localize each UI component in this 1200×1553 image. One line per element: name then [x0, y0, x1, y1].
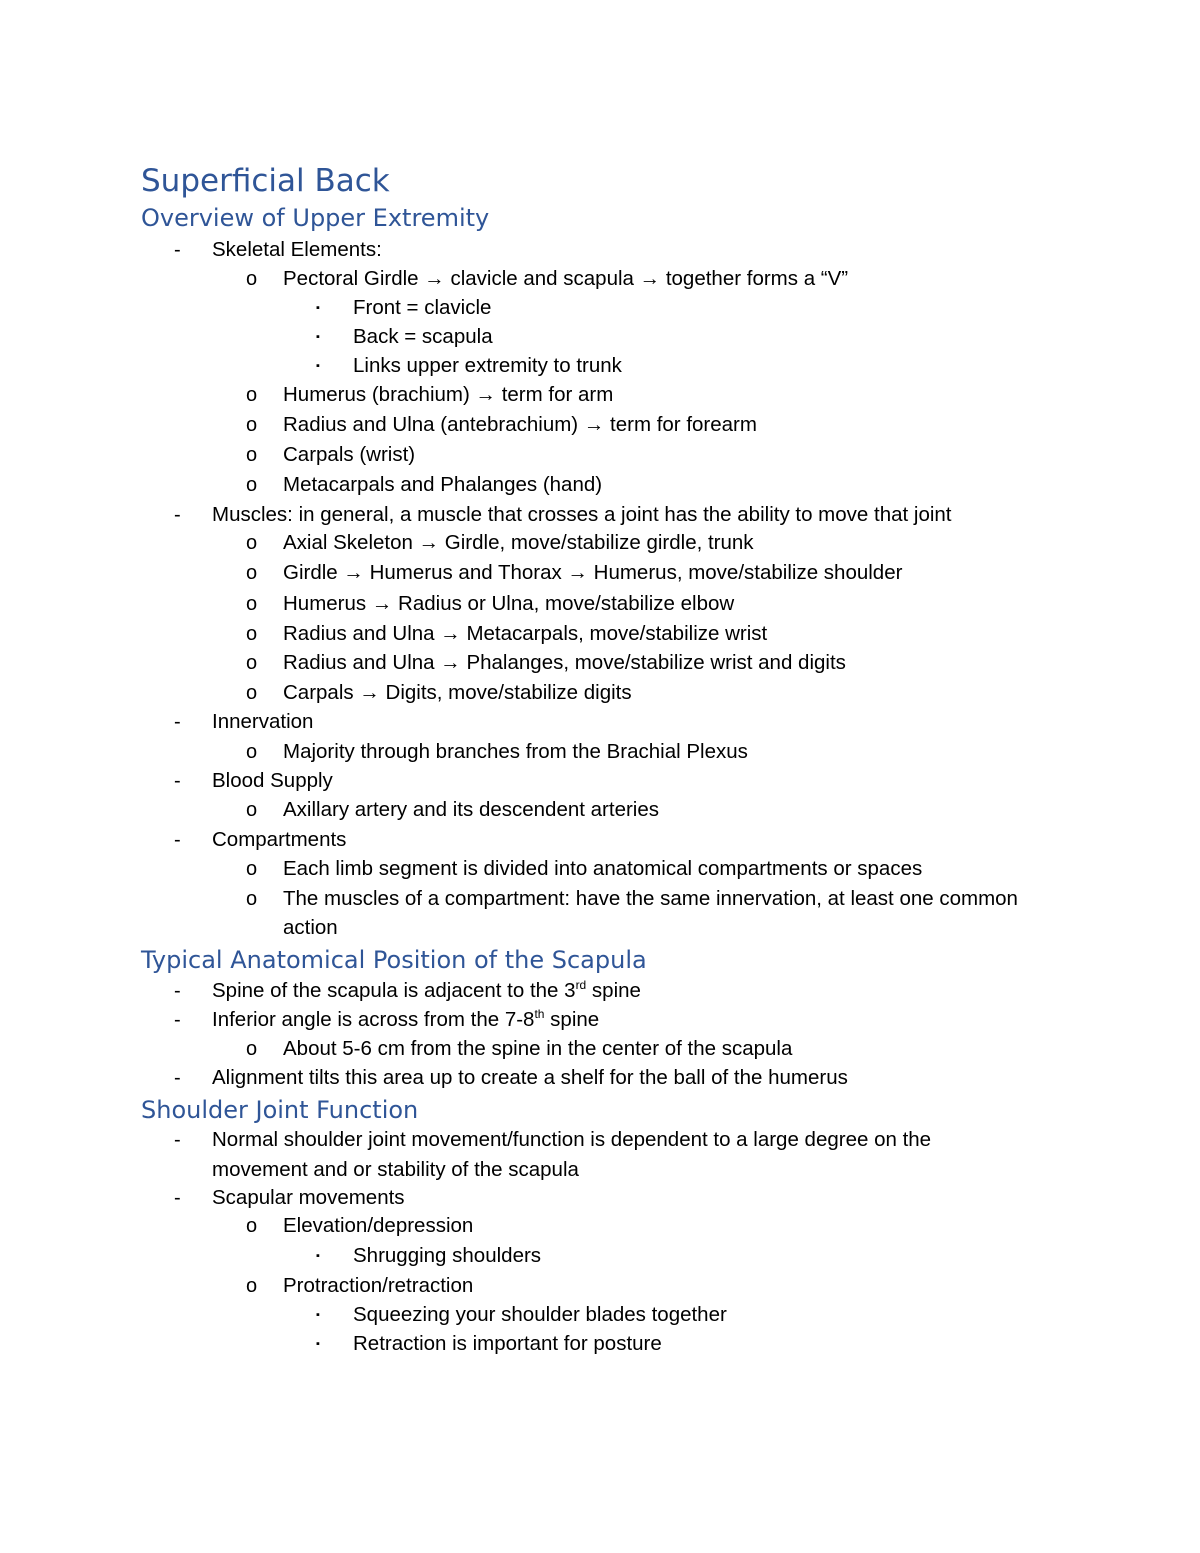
bullet-marker: -	[174, 1009, 181, 1031]
bullet-marker: o	[246, 268, 258, 290]
bullet-marker: -	[174, 711, 181, 733]
list-item-text: Carpals (wrist)	[283, 443, 416, 466]
bullet-marker: o	[246, 384, 258, 406]
list-item-text: Metacarpals and Phalanges (hand)	[283, 473, 603, 496]
list-item-text: Humerus (brachium) → term for arm	[283, 383, 614, 406]
bullet-marker: o	[246, 799, 258, 821]
list-item-text: Skeletal Elements:	[212, 238, 382, 261]
bullet-marker: o	[246, 888, 258, 910]
list-item-text: Squeezing your shoulder blades together	[353, 1303, 727, 1326]
bullet-marker: -	[174, 1067, 181, 1089]
bullet-marker: -	[174, 239, 181, 261]
list-item-text: Scapular movements	[212, 1186, 405, 1209]
list-item-text: About 5-6 cm from the spine in the center of the scapula	[283, 1037, 793, 1060]
bullet-marker: -	[174, 770, 181, 792]
list-item-text: Majority through branches from the Brachial Plexus	[283, 740, 748, 763]
bullet-marker: ▪	[316, 1250, 320, 1262]
bullet-marker: o	[246, 1215, 258, 1237]
section-heading: Shoulder Joint Function	[141, 1096, 419, 1124]
bullet-marker: ▪	[316, 302, 320, 314]
bullet-marker: ▪	[316, 1338, 320, 1350]
bullet-marker: o	[246, 1275, 258, 1297]
list-item-text: Shrugging shoulders	[353, 1244, 542, 1267]
bullet-marker: o	[246, 652, 258, 674]
bullet-marker: -	[174, 1187, 181, 1209]
list-item-text: Protraction/retraction	[283, 1274, 474, 1297]
list-item-text: Humerus → Radius or Ulna, move/stabilize elbow	[283, 592, 735, 615]
bullet-marker: o	[246, 532, 258, 554]
list-item-text: Blood Supply	[212, 769, 333, 792]
list-item-text: Links upper extremity to trunk	[353, 354, 622, 377]
bullet-marker: o	[246, 858, 258, 880]
bullet-marker: o	[246, 593, 258, 615]
list-item-text: Axial Skeleton → Girdle, move/stabilize girdle, trunk	[283, 531, 754, 554]
bullet-marker: o	[246, 682, 258, 704]
list-item-text: Radius and Ulna → Phalanges, move/stabilize wrist and digits	[283, 651, 846, 674]
bullet-marker: o	[246, 414, 258, 436]
list-item-text: Back = scapula	[353, 325, 493, 348]
bullet-marker: o	[246, 562, 258, 584]
list-item-text: Compartments	[212, 828, 347, 851]
list-item-text: Radius and Ulna (antebrachium) → term for forearm	[283, 413, 757, 436]
section-heading: Overview of Upper Extremity	[141, 204, 490, 232]
bullet-marker: ▪	[316, 360, 320, 372]
list-item-text: Innervation	[212, 710, 314, 733]
list-item-text: Retraction is important for posture	[353, 1332, 662, 1355]
list-item-text: Spine of the scapula is adjacent to the 3rd spine	[212, 978, 641, 1002]
list-item-text: Muscles: in general, a muscle that crosses a joint has the ability to move that joint	[212, 503, 952, 526]
list-item-text: Radius and Ulna → Metacarpals, move/stabilize wrist	[283, 622, 768, 645]
bullet-marker: o	[246, 1038, 258, 1060]
list-item-text: Normal shoulder joint movement/function is dependent to a large degree on the	[212, 1128, 932, 1151]
bullet-marker: ▪	[316, 1309, 320, 1321]
bullet-marker: o	[246, 623, 258, 645]
list-item-text: Axillary artery and its descendent arteries	[283, 798, 660, 821]
bullet-marker: o	[246, 741, 258, 763]
list-item-text: Alignment tilts this area up to create a shelf for the ball of the humerus	[212, 1066, 848, 1089]
page-title: Superficial Back	[141, 163, 390, 199]
list-item-text: action	[283, 916, 338, 939]
list-item-text: Elevation/depression	[283, 1214, 474, 1237]
list-item-text: Front = clavicle	[353, 296, 492, 319]
bullet-marker: -	[174, 829, 181, 851]
list-item-text: movement and or stability of the scapula	[212, 1158, 579, 1181]
list-item-text: Girdle → Humerus and Thorax → Humerus, move/stabilize shoulder	[283, 561, 903, 584]
bullet-marker: ▪	[316, 331, 320, 343]
bullet-marker: o	[246, 474, 258, 496]
list-item-text: Pectoral Girdle → clavicle and scapula → together forms a “V”	[283, 267, 849, 290]
bullet-marker: -	[174, 504, 181, 526]
bullet-marker: -	[174, 980, 181, 1002]
bullet-marker: -	[174, 1129, 181, 1151]
bullet-marker: o	[246, 444, 258, 466]
list-item-text: Carpals → Digits, move/stabilize digits	[283, 681, 632, 704]
list-item-text: Inferior angle is across from the 7-8th spine	[212, 1007, 600, 1031]
list-item-text: The muscles of a compartment: have the same innervation, at least one common	[283, 887, 1018, 910]
list-item-text: Each limb segment is divided into anatomical compartments or spaces	[283, 857, 923, 880]
section-heading: Typical Anatomical Position of the Scapula	[141, 946, 647, 974]
